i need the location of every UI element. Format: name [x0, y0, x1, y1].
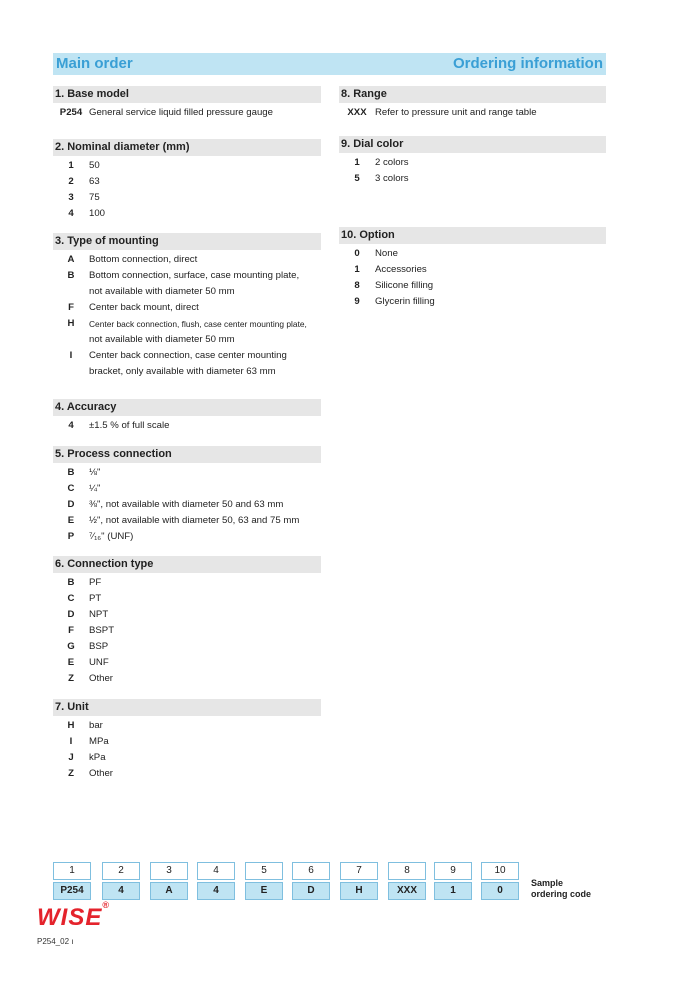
option-row: [53, 206, 321, 222]
option-description: ±1.5 % of full scale: [89, 420, 170, 431]
sample-code-value: XXX: [388, 882, 426, 900]
option-row: [53, 513, 321, 529]
sample-code-cell: [434, 862, 472, 900]
sample-code-cell: [102, 862, 140, 900]
banner-title-left: Main order: [56, 55, 133, 72]
section-accuracy: [53, 399, 321, 434]
section-title: 1. Base model: [53, 86, 321, 103]
option-row: [53, 575, 321, 591]
option-row: [53, 316, 321, 332]
banner-title-right: Ordering information: [453, 55, 603, 72]
option-description: NPT: [89, 609, 109, 620]
sample-code-position: 7: [340, 862, 378, 880]
sample-code-value: 1: [434, 882, 472, 900]
section-base-model: [53, 86, 321, 121]
option-code: 2: [68, 176, 74, 187]
option-code: H: [67, 318, 75, 329]
option-row: [53, 655, 321, 671]
option-description: Center back connection, case center mounting: [89, 350, 287, 361]
option-row: [53, 105, 321, 121]
option-description: ⅜", not available with diameter 50 and 63 mm: [89, 499, 284, 510]
section-connection-type: [53, 556, 321, 687]
option-code: 9: [354, 296, 360, 307]
option-description: 3 colors: [375, 173, 409, 184]
option-row: [53, 607, 321, 623]
option-description: Silicone filling: [375, 280, 434, 291]
option-description: 50: [89, 160, 100, 171]
option-code: J: [68, 752, 74, 763]
sample-code-cell: [292, 862, 330, 900]
section-title: 8. Range: [339, 86, 606, 103]
option-code: 1: [68, 160, 74, 171]
option-row: [53, 750, 321, 766]
option-code: I: [69, 736, 73, 747]
sample-label-line2: ordering code: [531, 889, 592, 899]
option-code: D: [67, 609, 75, 620]
sample-code-value: A: [150, 882, 188, 900]
sample-code-value: H: [340, 882, 378, 900]
sample-code-value: 4: [102, 882, 140, 900]
option-code: C: [67, 483, 75, 494]
option-description: General service liquid filled pressure gauge: [89, 107, 273, 118]
option-row: [53, 190, 321, 206]
section-nominal-diameter: [53, 139, 321, 222]
sample-label-line1: Sample: [531, 878, 564, 888]
sample-code-position: 5: [245, 862, 283, 880]
option-description: bracket, only available with diameter 63 mm: [89, 366, 276, 377]
section-title: 9. Dial color: [339, 136, 606, 153]
option-row: [53, 252, 321, 268]
sample-code-position: 1: [53, 862, 91, 880]
option-code: E: [67, 657, 75, 668]
sample-code-value: 0: [481, 882, 519, 900]
option-description: ½", not available with diameter 50, 63 and 75 mm: [89, 515, 300, 526]
option-description: Other: [89, 768, 113, 779]
option-description: Accessories: [375, 264, 427, 275]
sample-code-cell: [245, 862, 283, 900]
option-row: [53, 497, 321, 513]
section-title: 2. Nominal diameter (mm): [53, 139, 321, 156]
option-description: PT: [89, 593, 102, 604]
option-row: [53, 639, 321, 655]
option-description: Refer to pressure unit and range table: [375, 107, 537, 118]
sample-ordering-code-label: [531, 878, 591, 900]
option-row: [339, 294, 606, 310]
sample-code-value: 4: [197, 882, 235, 900]
section-title: 5. Process connection: [53, 446, 321, 463]
option-row: [339, 246, 606, 262]
option-row: [53, 529, 321, 545]
sample-code-cell: [150, 862, 188, 900]
option-row: [53, 766, 321, 782]
option-row: [339, 155, 606, 171]
option-row: [53, 671, 321, 687]
sample-code-position: 3: [150, 862, 188, 880]
option-row: [339, 262, 606, 278]
section-title: 4. Accuracy: [53, 399, 321, 416]
option-code: E: [67, 515, 75, 526]
option-code: A: [67, 254, 75, 265]
logo-text: WISE: [37, 904, 103, 931]
sample-code-position: 8: [388, 862, 426, 880]
page-code: P254_02 ı: [37, 937, 74, 946]
option-code: XXX: [347, 107, 367, 118]
section-process-connection: [53, 446, 321, 545]
option-description: Center back mount, direct: [89, 302, 199, 313]
option-description: BSPT: [89, 625, 115, 636]
section-option: [339, 227, 606, 310]
option-code: 0: [354, 248, 360, 259]
sample-code-position: 9: [434, 862, 472, 880]
option-description: Bottom connection, direct: [89, 254, 198, 265]
option-code: B: [67, 270, 75, 281]
page-code-text: P254_02: [37, 937, 70, 946]
option-code: H: [67, 720, 75, 731]
option-row: [53, 591, 321, 607]
option-description: 63: [89, 176, 100, 187]
option-code: F: [68, 302, 74, 313]
option-code: 4: [68, 208, 74, 219]
option-code: 4: [68, 420, 74, 431]
option-row: [53, 734, 321, 750]
option-description: ¼": [89, 483, 101, 494]
sample-code-cell: [340, 862, 378, 900]
sample-code-position: 4: [197, 862, 235, 880]
option-description: Other: [89, 673, 113, 684]
wise-logo: [37, 900, 110, 932]
option-row: [53, 623, 321, 639]
logo-registered-mark: ®: [102, 900, 110, 910]
section-title: 7. Unit: [53, 699, 321, 716]
option-row: [339, 171, 606, 187]
option-code: Z: [68, 673, 74, 684]
sample-code-position: 2: [102, 862, 140, 880]
option-description: bar: [89, 720, 103, 731]
option-code: 5: [354, 173, 360, 184]
option-row: [53, 348, 321, 364]
option-description: not available with diameter 50 mm: [89, 286, 235, 297]
option-description: Glycerin filling: [375, 296, 435, 307]
option-row: [53, 465, 321, 481]
option-code: 1: [354, 157, 360, 168]
sample-code-position: 6: [292, 862, 330, 880]
option-row: [53, 284, 321, 300]
option-code: D: [67, 499, 75, 510]
option-code: Z: [68, 768, 74, 779]
option-code: 8: [354, 280, 360, 291]
option-code: B: [67, 577, 75, 588]
section-title: 10. Option: [339, 227, 606, 244]
option-description: 2 colors: [375, 157, 409, 168]
option-description: Center back connection, flush, case center mounting plate,: [89, 319, 307, 329]
sample-code-value: P254: [53, 882, 91, 900]
option-code: I: [69, 350, 73, 361]
sample-code-position: 10: [481, 862, 519, 880]
option-description: None: [375, 248, 398, 259]
option-description: PF: [89, 577, 102, 588]
option-description: MPa: [89, 736, 109, 747]
section-dial-color: [339, 136, 606, 187]
sample-code-value: D: [292, 882, 330, 900]
option-description: Bottom connection, surface, case mounting plate,: [89, 270, 300, 281]
sample-code-cell: [197, 862, 235, 900]
option-code: C: [67, 593, 75, 604]
option-row: [339, 278, 606, 294]
option-row: [53, 718, 321, 734]
sample-code-cell: [388, 862, 426, 900]
option-description: ⁷⁄₁₆" (UNF): [89, 531, 134, 542]
option-code: F: [68, 625, 74, 636]
option-row: [53, 300, 321, 316]
option-row: [53, 364, 321, 380]
option-description: kPa: [89, 752, 106, 763]
option-row: [53, 418, 321, 434]
sample-code-cell: [481, 862, 519, 900]
option-row: [53, 481, 321, 497]
title-banner: [53, 53, 606, 75]
option-code: 1: [354, 264, 360, 275]
option-description: not available with diameter 50 mm: [89, 334, 235, 345]
option-description: 100: [89, 208, 106, 219]
section-range: [339, 86, 606, 121]
option-row: [53, 332, 321, 348]
sample-code-cell: [53, 862, 91, 900]
option-code: 3: [68, 192, 74, 203]
option-code: G: [67, 641, 75, 652]
section-unit: [53, 699, 321, 782]
option-row: [53, 158, 321, 174]
section-title: 6. Connection type: [53, 556, 321, 573]
option-row: [53, 268, 321, 284]
option-code: P: [67, 531, 75, 542]
option-code: B: [67, 467, 75, 478]
option-code: P254: [59, 107, 83, 118]
sample-code-value: E: [245, 882, 283, 900]
option-row: [339, 105, 606, 121]
option-description: UNF: [89, 657, 109, 668]
option-description: ⅛": [89, 467, 101, 478]
section-title: 3. Type of mounting: [53, 233, 321, 250]
section-type-of-mounting: [53, 233, 321, 380]
option-description: BSP: [89, 641, 109, 652]
option-description: 75: [89, 192, 100, 203]
option-row: [53, 174, 321, 190]
